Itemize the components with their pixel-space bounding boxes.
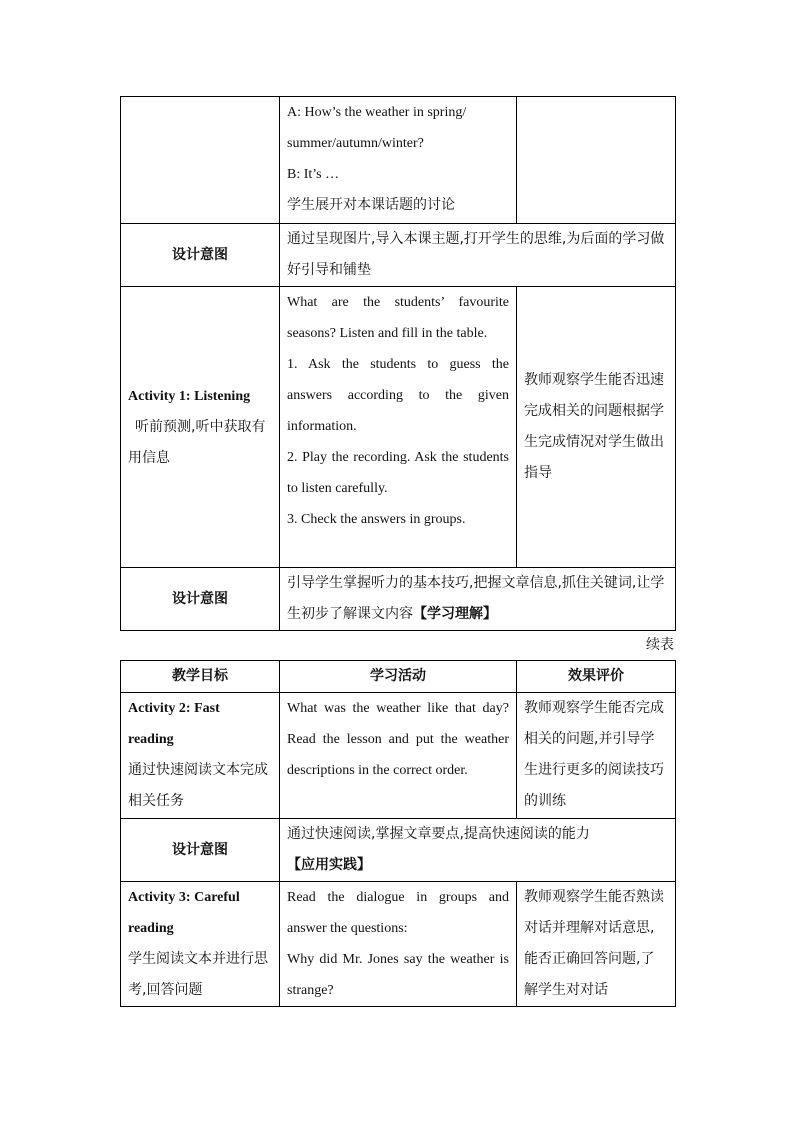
table-row	[121, 287, 676, 568]
activity-cell: What was the weather like that day? Read the lesson and put the weather descriptions in the correct order.	[280, 693, 517, 819]
design-intent-cell	[280, 819, 676, 882]
lesson-table-part2	[120, 660, 676, 1007]
activity-description: 通过快速阅读文本完成相关任务	[128, 762, 268, 809]
activity-line: What are the students’ favourite seasons? Listen and fill in the table.	[287, 295, 509, 341]
continued-label: 续表	[646, 637, 674, 653]
empty-cell	[121, 97, 280, 224]
evaluation-cell: 教师观察学生能否完成相关的问题,并引导学生进行更多的阅读技巧的训练	[517, 693, 676, 819]
activity-line: 2. Play the recording. Ask the students to listen carefully.	[287, 450, 509, 496]
activity-title: reading	[128, 732, 174, 747]
design-intent-cell	[280, 568, 676, 631]
lesson-table-part1	[120, 96, 676, 631]
design-intent-text: 通过快速阅读,掌握文章要点,提高快速阅读的能力	[287, 826, 590, 842]
activity-line: 3. Check the answers in groups.	[287, 512, 466, 527]
activity-cell	[280, 287, 517, 568]
design-intent-label: 设计意图	[121, 819, 280, 882]
activity-cell	[280, 882, 517, 1007]
design-intent-label: 设计意图	[121, 224, 280, 287]
activity-line: 1. Ask the students to guess the answers according to the given information.	[287, 357, 509, 434]
objective-cell	[121, 287, 280, 568]
design-intent-label: 设计意图	[121, 568, 280, 631]
table-row	[121, 819, 676, 882]
activity-line: Why did Mr. Jones say the weather is strange?	[287, 952, 509, 998]
activity-title: reading	[128, 921, 174, 936]
design-intent-tag: 【应用实践】	[287, 857, 371, 873]
evaluation-cell: 教师观察学生能否迅速完成相关的问题根据学生完成情况对学生做出指导	[517, 287, 676, 568]
table-row	[121, 693, 676, 819]
activity-cell	[280, 97, 517, 224]
table-row	[121, 568, 676, 631]
table-row	[121, 224, 676, 287]
activity-title: Activity 1: Listening	[128, 388, 251, 404]
activity-description: 学生阅读文本并进行思考,回答问题	[128, 951, 268, 998]
design-intent-text: 通过呈现图片,导入本课主题,打开学生的思维,为后面的学习做好引导和铺垫	[280, 224, 676, 287]
table-header-row	[121, 661, 676, 693]
activity-title: Activity 2: Fast	[128, 701, 220, 716]
activity-line: A: How’s the weather in spring/	[287, 105, 467, 120]
design-intent-text: 引导学生掌握听力的基本技巧,把握文章信息,抓住关键词,让学生初步了解课文内容	[287, 575, 665, 622]
table-row	[121, 97, 676, 224]
header-activity: 学习活动	[280, 661, 517, 693]
activity-line: B: It’s …	[287, 167, 340, 182]
activity-line: 学生展开对本课话题的讨论	[287, 197, 455, 213]
header-objective: 教学目标	[121, 661, 280, 693]
header-evaluation: 效果评价	[517, 661, 676, 693]
design-intent-tag: 【学习理解】	[413, 606, 497, 622]
activity-title: Activity 3: Careful	[128, 890, 240, 905]
activity-description: 听前预测,听中获取有用信息	[128, 418, 266, 466]
activity-line: summer/autumn/winter?	[287, 136, 424, 151]
objective-cell	[121, 693, 280, 819]
table-row	[121, 882, 676, 1007]
empty-cell	[517, 97, 676, 224]
activity-line: Read the dialogue in groups and answer the questions:	[287, 890, 509, 936]
evaluation-cell: 教师观察学生能否熟读对话并理解对话意思,能否正确回答问题,了解学生对对话	[517, 882, 676, 1007]
objective-cell	[121, 882, 280, 1007]
